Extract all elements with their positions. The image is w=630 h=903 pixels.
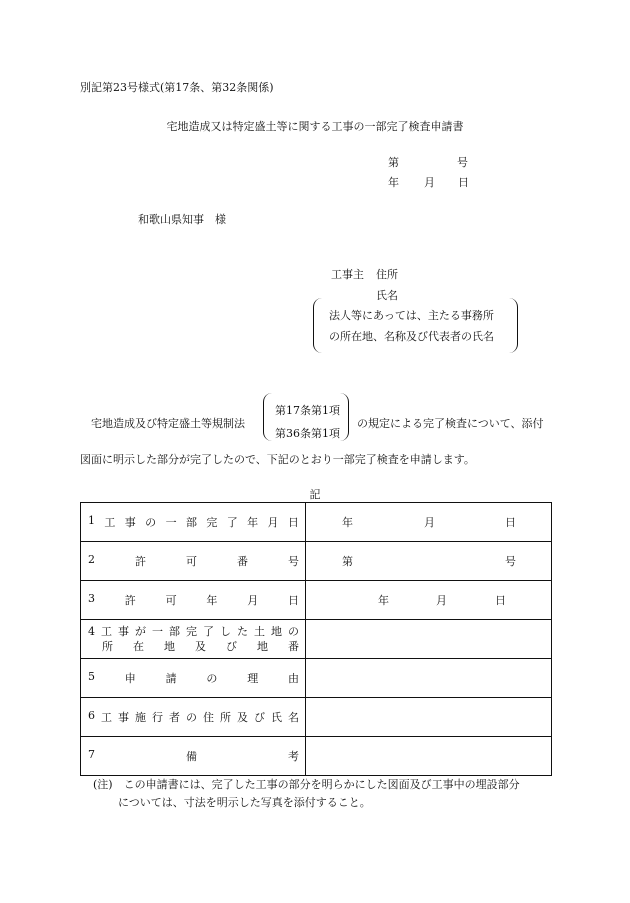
label-char: 可 bbox=[186, 555, 197, 568]
label-char: 理 bbox=[247, 672, 259, 685]
label-char: 地 bbox=[257, 640, 268, 653]
label-char: 及 bbox=[195, 640, 206, 653]
label-char: 了 bbox=[203, 625, 214, 638]
label-char: 請 bbox=[165, 672, 177, 685]
label-char: 2 bbox=[88, 553, 95, 566]
label-char: 申 bbox=[124, 672, 136, 685]
label-char: 番 bbox=[237, 555, 248, 568]
date-day: 日 bbox=[458, 176, 469, 189]
label-char: 完 bbox=[186, 625, 197, 638]
label-char: 所 bbox=[220, 711, 231, 724]
table-row bbox=[81, 542, 552, 581]
label-char: 月 bbox=[267, 516, 279, 529]
value-month: 月 bbox=[424, 516, 435, 529]
value-prefix: 第 bbox=[342, 555, 353, 568]
label-char: 者 bbox=[169, 711, 180, 724]
label-char: の bbox=[288, 625, 299, 638]
ki-heading: 記 bbox=[309, 488, 321, 501]
corporate-note-bracket bbox=[313, 298, 518, 353]
label-char: 所 bbox=[102, 640, 113, 653]
row-value[interactable] bbox=[306, 659, 552, 698]
label-char: 氏 bbox=[271, 711, 282, 724]
corporate-note-line2: の所在地、名称及び代表者の氏名 bbox=[329, 330, 494, 343]
label-char: 住 bbox=[203, 711, 214, 724]
row-label bbox=[81, 737, 306, 776]
label-char: 可 bbox=[165, 594, 177, 607]
row-value[interactable] bbox=[306, 737, 552, 776]
label-char: が bbox=[135, 625, 146, 638]
label-char: の bbox=[186, 711, 197, 724]
label-char: 年 bbox=[206, 594, 218, 607]
row-value[interactable] bbox=[306, 620, 552, 659]
row-value[interactable] bbox=[306, 542, 552, 581]
label-char: 地 bbox=[164, 640, 175, 653]
label-char: 1 bbox=[88, 514, 95, 527]
label-char: 由 bbox=[287, 672, 299, 685]
article-option-1: 第17条第1項 bbox=[275, 404, 340, 417]
row-label bbox=[81, 659, 306, 698]
document-number-suffix: 号 bbox=[457, 156, 468, 169]
label-char: 日 bbox=[287, 594, 299, 607]
row-label bbox=[81, 698, 306, 737]
label-char: し bbox=[220, 625, 231, 638]
document-title: 宅地造成又は特定盛土等に関する工事の一部完了検査申請書 bbox=[166, 120, 464, 133]
label-char: 月 bbox=[247, 594, 259, 607]
label-char: 7 bbox=[88, 748, 95, 761]
label-char: 施 bbox=[135, 711, 146, 724]
label-char: 事 bbox=[118, 625, 129, 638]
corporate-note-line1: 法人等にあっては、主たる事務所 bbox=[329, 309, 494, 322]
label-char: 工 bbox=[101, 625, 112, 638]
label-char: 部 bbox=[185, 516, 197, 529]
value-day: 日 bbox=[495, 594, 506, 607]
value-suffix: 号 bbox=[505, 555, 516, 568]
label-char: 日 bbox=[287, 516, 299, 529]
row-value[interactable] bbox=[306, 581, 552, 620]
label-char: 土 bbox=[254, 625, 265, 638]
table-row bbox=[81, 698, 552, 737]
label-char: 6 bbox=[88, 709, 95, 722]
table-row bbox=[81, 737, 552, 776]
label-char: 番 bbox=[288, 640, 299, 653]
label-char: 行 bbox=[152, 711, 163, 724]
body-line1-rest: の規定による完了検査について、添付 bbox=[357, 417, 544, 430]
value-day: 日 bbox=[505, 516, 516, 529]
law-name: 宅地造成及び特定盛土等規制法 bbox=[91, 417, 245, 430]
label-char: 年 bbox=[247, 516, 259, 529]
owner-address-label: 住所 bbox=[376, 268, 398, 281]
label-char: 備 bbox=[186, 750, 197, 763]
value-year: 年 bbox=[378, 594, 389, 607]
label-char: 了 bbox=[226, 516, 238, 529]
value-month: 月 bbox=[436, 594, 447, 607]
note-line2: については、寸法を明示した写真を添付すること。 bbox=[118, 796, 371, 809]
label-char: 事 bbox=[124, 516, 136, 529]
label-char: の bbox=[145, 516, 157, 529]
owner-name-label: 氏名 bbox=[376, 289, 398, 302]
note-line1: (注) この申請書には、完了した工事の部分を明らかにした図面及び工事中の埋設部分 bbox=[93, 778, 520, 791]
row-label bbox=[81, 542, 306, 581]
table-row bbox=[81, 581, 552, 620]
label-char: 考 bbox=[288, 750, 299, 763]
label-char: 在 bbox=[133, 640, 144, 653]
row-label bbox=[81, 620, 306, 659]
table-row bbox=[81, 620, 552, 659]
table-row bbox=[81, 659, 552, 698]
label-char: 号 bbox=[288, 555, 299, 568]
owner-label: 工事主 bbox=[331, 268, 364, 281]
row-value[interactable] bbox=[306, 698, 552, 737]
label-char: 5 bbox=[88, 670, 95, 683]
label-char: 完 bbox=[206, 516, 218, 529]
addressee: 和歌山県知事 様 bbox=[138, 213, 226, 226]
form-reference: 別記第23号様式(第17条、第32条関係) bbox=[80, 81, 274, 94]
row-value[interactable] bbox=[306, 503, 552, 542]
label-char: の bbox=[206, 672, 218, 685]
label-char: 一 bbox=[152, 625, 163, 638]
label-char: 名 bbox=[288, 711, 299, 724]
row-label bbox=[81, 581, 306, 620]
items-table bbox=[80, 502, 552, 776]
label-char: 工 bbox=[104, 516, 116, 529]
document-number-prefix: 第 bbox=[388, 156, 399, 169]
table-row bbox=[81, 503, 552, 542]
article-option-2: 第36条第1項 bbox=[275, 427, 340, 440]
label-char: 事 bbox=[118, 711, 129, 724]
label-char: た bbox=[237, 625, 248, 638]
row-label bbox=[81, 503, 306, 542]
label-char: 許 bbox=[135, 555, 146, 568]
label-char: 一 bbox=[165, 516, 177, 529]
date-month: 月 bbox=[424, 176, 435, 189]
body-line2: 図面に明示した部分が完了したので、下記のとおり一部完了検査を申請します。 bbox=[80, 453, 475, 466]
label-char: 許 bbox=[124, 594, 136, 607]
label-char: び bbox=[254, 711, 265, 724]
label-char: 工 bbox=[101, 711, 112, 724]
label-char: 及 bbox=[237, 711, 248, 724]
date-year: 年 bbox=[388, 176, 399, 189]
value-year: 年 bbox=[342, 516, 353, 529]
label-char: び bbox=[226, 640, 237, 653]
label-char: 3 bbox=[88, 592, 95, 605]
label-char: 4 bbox=[88, 625, 95, 638]
label-char: 部 bbox=[169, 625, 180, 638]
label-char: 地 bbox=[271, 625, 282, 638]
